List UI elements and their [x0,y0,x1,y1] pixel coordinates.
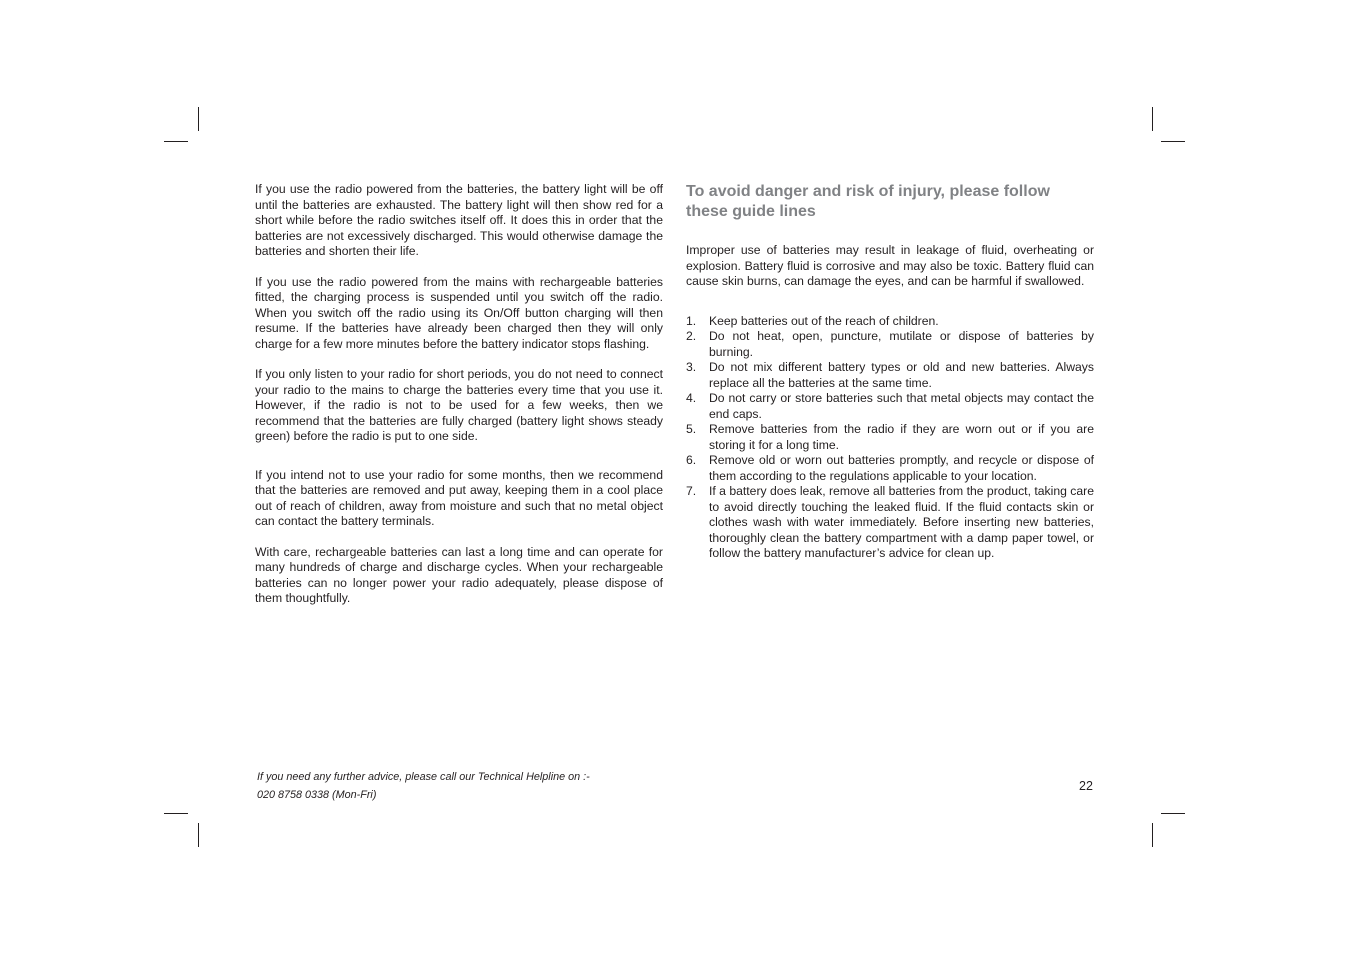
safety-heading-line2: these guide lines [686,203,816,220]
list-item-number: 2. [686,329,697,343]
paragraph-storage: If you intend not to use your radio for some months, then we recommend that the batteries are removed and put away, keeping them in a cool place out of reach of children, away from moisture and such that no metal object can contact the battery terminals. [255,467,663,528]
list-item-number: 4. [686,391,697,405]
crop-mark-top-left-vertical [198,107,199,131]
crop-mark-bottom-left-horizontal [164,813,188,814]
list-item [686,314,1094,330]
right-column [686,182,1094,562]
list-item-text: Remove old or worn out batteries promptly, and recycle or dispose of them according to the regulations applicable to your location. [709,453,1094,483]
list-item [686,391,1094,422]
crop-mark-top-left-horizontal [164,141,188,142]
list-item-number: 5. [686,422,697,436]
paragraph-battery-light: If you use the radio powered from the batteries, the battery light will be off until the batteries are exhausted. The battery light will then show red for a short while before the radio switches itself off. It does this in order that the batteries are not excessively discharged. This would otherwise damage the batteries and shorten their life. [255,182,663,258]
left-column [255,182,663,607]
list-item-number: 7. [686,484,697,498]
list-item-text: Keep batteries out of the reach of children. [709,313,939,328]
crop-mark-bottom-left-vertical [198,823,199,847]
paragraph-short-periods: If you only listen to your radio for short periods, you do not need to connect your radio to the mains to charge the batteries every time that you use it. However, if the radio is not to be used for a few weeks, then we recommend that the batteries are fully charged (battery light shows steady green) before the radio is put to one side. [255,367,663,443]
list-item-text: Remove batteries from the radio if they are worn out or if you are storing it for a long time. [709,422,1094,452]
list-item [686,484,1094,562]
list-item-number: 6. [686,453,697,467]
page-number: 22 [1079,779,1093,793]
crop-mark-bottom-right-vertical [1152,823,1153,847]
safety-heading [686,182,1094,222]
list-item-text: If a battery does leak, remove all batteries from the product, taking care to avoid directly touching the leaked fluid. If the fluid contacts skin or clothes wash with water immediately. Before inserting new batteries, thoroughly clean the battery compartment with a damp paper towel, or follow the battery manufacturer’s advice for clean up. [709,484,1094,560]
safety-list [686,314,1094,562]
list-item [686,360,1094,391]
list-item-text: Do not mix different battery types or old and new batteries. Always replace all the batteries at the same time. [709,360,1094,390]
crop-mark-top-right-horizontal [1161,141,1185,142]
safety-intro: Improper use of batteries may result in leakage of fluid, overheating or explosion. Battery fluid is corrosive and may also be toxic. Battery fluid can cause skin burns, can damage the eyes, and can be harmful if swallowed. [686,243,1094,288]
list-item-text: Do not heat, open, puncture, mutilate or dispose of batteries by burning. [709,329,1094,359]
helpline-note [257,768,590,804]
list-item-text: Do not carry or store batteries such that metal objects may contact the end caps. [709,391,1094,421]
list-item [686,329,1094,360]
helpline-text: If you need any further advice, please call our Technical Helpline on :- [257,771,590,783]
paragraph-mains-charging: If you use the radio powered from the mains with rechargeable batteries fitted, the charging process is suspended until you switch off the radio. When you switch off the radio using its On/Off button charging will then resume. If the batteries have already been charged then they will only charge for a few more minutes before the battery indicator stops flashing. [255,274,663,351]
crop-mark-bottom-right-horizontal [1161,813,1185,814]
list-item-number: 1. [686,313,697,328]
list-item-number: 3. [686,360,697,374]
helpline-phone: 020 8758 0338 (Mon-Fri) [257,789,377,801]
list-item [686,453,1094,484]
paragraph-battery-life: With care, rechargeable batteries can last a long time and can operate for many hundreds of charge and discharge cycles. When your rechargeable batteries can no longer power your radio adequately, please dispose of them thoughtfully. [255,544,663,605]
crop-mark-top-right-vertical [1152,107,1153,131]
list-item [686,422,1094,453]
safety-heading-line1: To avoid danger and risk of injury, please follow [686,183,1050,200]
